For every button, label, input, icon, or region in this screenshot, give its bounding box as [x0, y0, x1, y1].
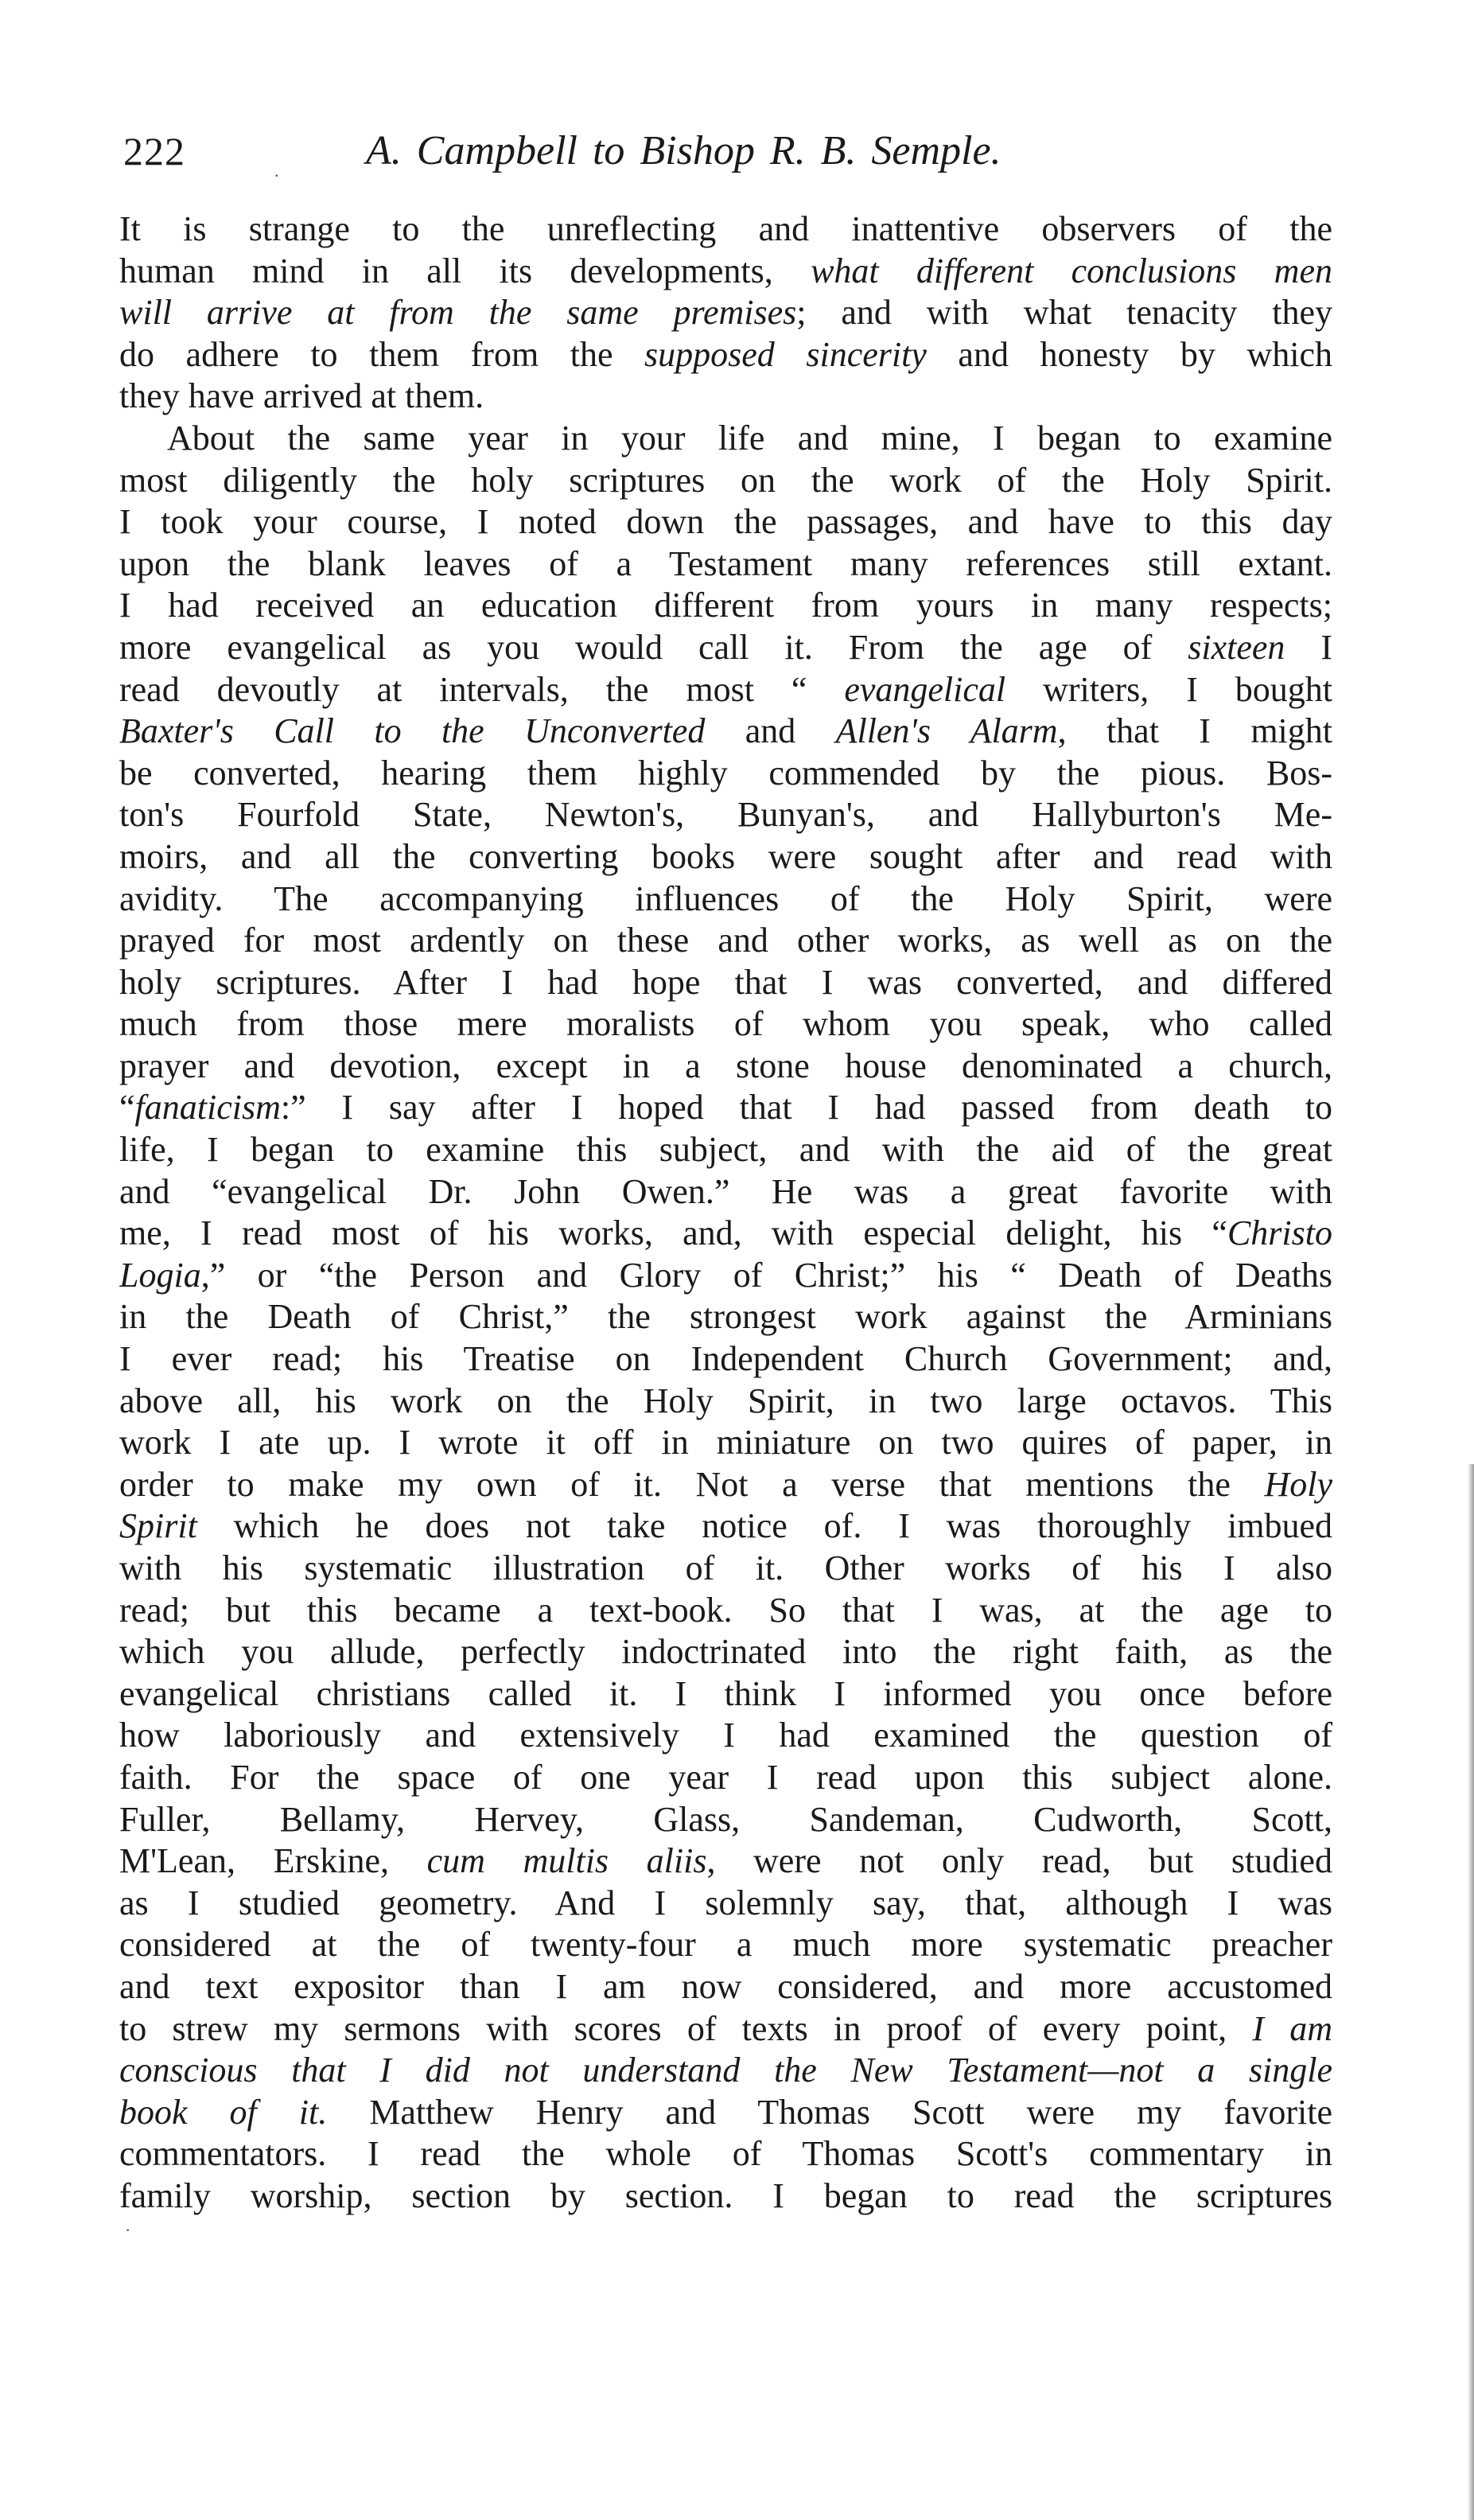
page-number: 222: [123, 129, 185, 173]
text-run: prayer and devotion, except in a stone house denominated a church,: [119, 1046, 1332, 1085]
text-run: holy scriptures. After I had hope that I was converted, and differed: [119, 962, 1332, 1002]
text-run: I had received an education different from yours in many respects;: [119, 586, 1332, 625]
italic-phrase: evangelical: [844, 669, 1006, 709]
text-run: Fuller, Bellamy, Hervey, Glass, Sandeman, Cudworth, Scott,: [119, 1799, 1332, 1839]
text-line: [119, 1883, 1332, 1925]
text-run: :” I say after I hoped that I had passed from death to: [280, 1088, 1332, 1128]
text-run: I: [1285, 627, 1332, 667]
text-run: I took your course, I noted down the passages, and have to this day: [119, 502, 1332, 542]
text-line: [119, 962, 1332, 1004]
text-line: [119, 2008, 1332, 2051]
text-run: writers, I bought: [1005, 669, 1332, 709]
text-line: [119, 1548, 1332, 1590]
text-line: [119, 501, 1332, 543]
italic-phrase: Christo: [1227, 1213, 1332, 1253]
ink-speck: ·: [125, 2220, 131, 2240]
text-run: evangelical christians called it. I think I informed you once before: [119, 1673, 1332, 1713]
text-run: which you allude, perfectly indoctrinated into the right faith, as the: [119, 1632, 1332, 1672]
text-run: ; and with what tenacity they: [796, 293, 1332, 333]
text-line: [119, 2133, 1332, 2175]
text-run: more evangelical as you would call it. From the age of: [119, 627, 1188, 667]
text-line: [119, 334, 1332, 376]
text-line: [119, 460, 1332, 502]
italic-phrase: will arrive at from the same premises: [119, 293, 797, 333]
text-run: About the same year in your life and mine, I began to examine: [167, 418, 1332, 458]
text-run: faith. For the space of one year I read upon this subject alone.: [119, 1757, 1332, 1797]
text-run: most diligently the holy scriptures on the work of the Holy Spirit.: [119, 460, 1332, 500]
text-run: family worship, section by section. I began to read the scriptures: [119, 2175, 1332, 2215]
text-line: [119, 1966, 1332, 2008]
text-run: work I ate up. I wrote it off in miniature on two quires of paper, in: [119, 1423, 1332, 1463]
text-run: in the Death of Christ,” the strongest work against the Arminians: [119, 1297, 1332, 1337]
text-run: ton's Fourfold State, Newton's, Bunyan's, and Hallyburton's Me-: [119, 795, 1332, 835]
text-run: M'Lean, Erskine,: [119, 1841, 427, 1881]
text-run: It is strange to the unreflecting and inattentive observers of the: [119, 209, 1332, 248]
text-line: [119, 1631, 1332, 1673]
text-run: read; but this became a text-book. So that I was, at the age to: [119, 1590, 1332, 1630]
text-line: [119, 1757, 1332, 1799]
text-line: [119, 711, 1332, 753]
text-run: order to make my own of it. Not a verse that mentions the: [119, 1464, 1265, 1504]
text-line: [119, 251, 1332, 293]
italic-phrase: book of it.: [119, 2092, 328, 2132]
text-line: [119, 2050, 1332, 2092]
text-run: and text expositor than I am now considered, and more accustomed: [119, 1966, 1332, 2006]
text-line: [119, 208, 1332, 251]
text-run: which he does not take notice of. I was thoroughly imbued: [196, 1506, 1332, 1546]
text-run: with his systematic illustration of it. Other works of his I also: [119, 1548, 1332, 1587]
text-line: [119, 794, 1332, 836]
text-line: [119, 585, 1332, 627]
text-run: commentators. I read the whole of Thomas Scott's commentary in: [119, 2134, 1332, 2174]
text-run: considered at the of twenty-four a much more systematic preacher: [119, 1925, 1332, 1965]
italic-phrase: Spirit: [119, 1506, 197, 1546]
text-line: [119, 1505, 1332, 1548]
text-run: and honesty by which: [926, 334, 1332, 374]
italic-phrase: conscious that I did not understand the New Testament—not a single: [119, 2051, 1332, 2090]
text-line: [119, 1087, 1332, 1129]
text-run: as I studied geometry. And I solemnly say, that, although I was: [119, 1883, 1332, 1922]
text-line: [119, 2092, 1332, 2134]
text-run: do adhere to them from the: [119, 334, 645, 374]
text-line: [119, 1338, 1332, 1381]
text-run: they have arrived at them.: [119, 376, 484, 416]
text-run: moirs, and all the converting books were sought after and read with: [119, 836, 1332, 876]
text-line: [119, 1296, 1332, 1338]
italic-phrase: Allen's Alarm: [835, 711, 1058, 751]
text-line: [119, 1255, 1332, 1297]
text-run: and “evangelical Dr. John Owen.” He was a great favorite with: [119, 1171, 1332, 1211]
running-title: A. Campbell to Bishop R. B. Semple.: [366, 128, 1001, 173]
italic-phrase: Holy: [1264, 1464, 1332, 1504]
italic-phrase: fanaticism: [134, 1088, 281, 1128]
text-run: ,” or “the Person and Glory of Christ;” his “ Death of Deaths: [200, 1255, 1332, 1295]
text-line: [119, 376, 1332, 418]
text-run: “: [119, 1088, 135, 1128]
text-line: [119, 1715, 1332, 1757]
text-line: [119, 1046, 1332, 1088]
text-run: be converted, hearing them highly commended by the pious. Bos-: [119, 753, 1332, 793]
text-line: [119, 2175, 1332, 2218]
text-run: , were not only read, but studied: [706, 1841, 1332, 1881]
text-run: read devoutly at intervals, the most “: [119, 669, 845, 709]
body-text: [119, 208, 1332, 2218]
text-line: [119, 1422, 1332, 1464]
text-run: above all, his work on the Holy Spirit, in two large octavos. This: [119, 1381, 1332, 1420]
text-line: [119, 292, 1332, 334]
text-run: , that I might: [1057, 711, 1332, 751]
italic-phrase: cum multis aliis: [426, 1841, 707, 1881]
italic-phrase: what different conclusions men: [811, 251, 1332, 290]
text-run: I ever read; his Treatise on Independent Church Government; and,: [119, 1339, 1332, 1379]
running-head: [119, 119, 1332, 183]
text-run: how laboriously and extensively I had examined the question of: [119, 1716, 1332, 1755]
text-line: [119, 627, 1332, 669]
text-line: [119, 753, 1332, 795]
text-run: and: [705, 711, 836, 751]
text-run: life, I began to examine this subject, and with the aid of the great: [119, 1130, 1332, 1170]
text-line: [119, 1590, 1332, 1632]
italic-phrase: supposed sincerity: [644, 334, 927, 374]
text-run: Matthew Henry and Thomas Scott were my favorite: [327, 2092, 1332, 2132]
text-run: upon the blank leaves of a Testament many references still extant.: [119, 543, 1332, 583]
text-line: [119, 1464, 1332, 1506]
text-line: [119, 920, 1332, 962]
text-line: [119, 1003, 1332, 1046]
text-line: [119, 1129, 1332, 1171]
text-line: [119, 1171, 1332, 1213]
page-edge-shadow: [1468, 1464, 1474, 2520]
text-run: prayed for most ardently on these and other works, as well as on the: [119, 921, 1332, 960]
text-line: [119, 543, 1332, 586]
ink-speck: ·: [274, 166, 280, 185]
text-line: [119, 1213, 1332, 1255]
text-run: human mind in all its developments,: [119, 251, 811, 290]
text-line: [119, 418, 1332, 460]
text-line: [119, 1840, 1332, 1883]
italic-phrase: sixteen: [1188, 627, 1285, 667]
italic-phrase: I am: [1252, 2008, 1332, 2048]
italic-phrase: Baxter's Call to the Unconverted: [119, 711, 706, 751]
text-line: [119, 669, 1332, 711]
text-line: [119, 836, 1332, 878]
text-line: [119, 1924, 1332, 1966]
italic-phrase: Logia: [119, 1255, 201, 1295]
text-line: [119, 878, 1332, 921]
text-run: me, I read most of his works, and, with especial delight, his “: [119, 1213, 1227, 1253]
text-line: [119, 1799, 1332, 1841]
text-line: [119, 1381, 1332, 1423]
text-run: much from those mere moralists of whom you speak, who called: [119, 1004, 1332, 1044]
text-line: [119, 1673, 1332, 1716]
text-run: avidity. The accompanying influences of the Holy Spirit, were: [119, 878, 1332, 918]
text-run: to strew my sermons with scores of texts in proof of every point,: [119, 2008, 1253, 2048]
